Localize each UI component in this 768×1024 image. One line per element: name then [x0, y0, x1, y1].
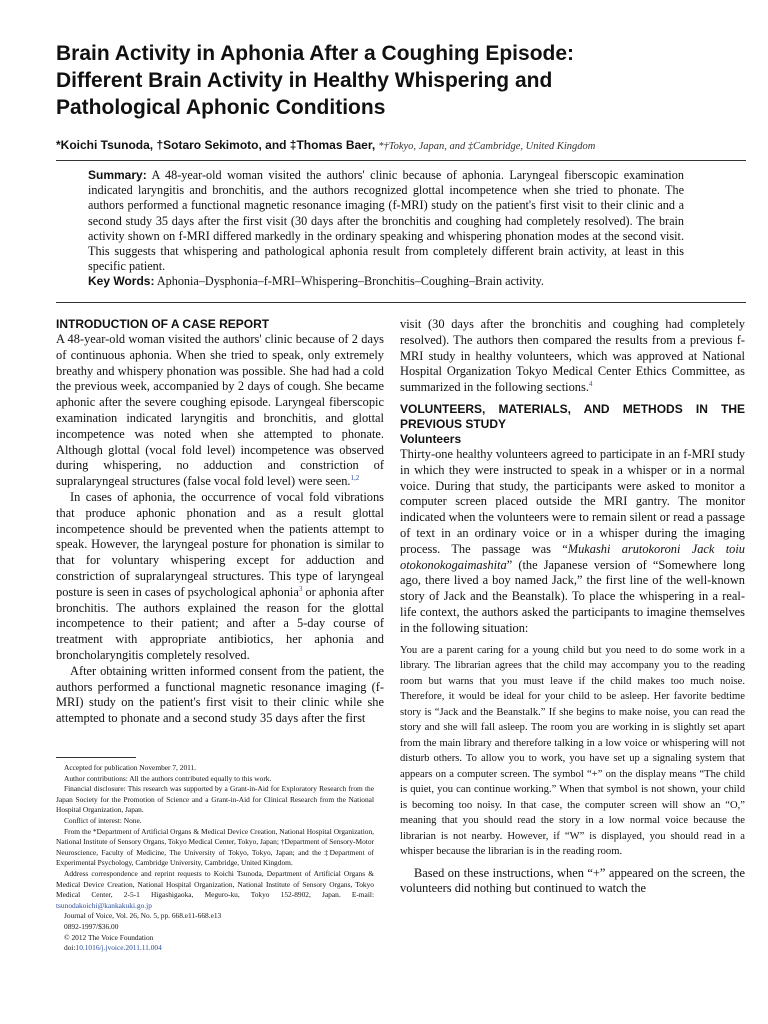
citation-4[interactable]: 4 [588, 380, 593, 389]
footnote-rule [56, 757, 136, 758]
intro-paragraph-2 [56, 490, 384, 664]
footnote-correspondence-text: Address correspondence and reprint requests to Koichi Tsunoda, Department of Artificial Organs & Medical Device Creation, National Hospital Organization, National Institute of Sensory Organs, Tokyo Medical Center, 2-5-1 Higashigaoka, Meguro-ku, Tokyo 152-8902, Japan. E-mail: [56, 868, 374, 900]
footnote-journal: Journal of Voice, Vol. 26, No. 5, pp. 668.e11-668.e13 [64, 911, 222, 921]
author-line [56, 137, 746, 155]
volunteers-paragraph [400, 447, 745, 637]
intro-paragraph-1 [56, 332, 384, 490]
right-column [400, 317, 745, 897]
left-column [56, 317, 384, 727]
footnote-copyright: © 2012 The Voice Foundation [64, 932, 154, 942]
intro-paragraph-3: After obtaining written informed consent from the patient, the authors performed a functional magnetic resonance imaging (f-MRI) study on the patient's first visit to their clinic while she attempted to phonate and a second study 35 days after the first [56, 663, 384, 726]
citation-1-2[interactable]: 1,2 [350, 474, 360, 483]
author-names: *Koichi Tsunoda, †Sotaro Sekimoto, and ‡Thomas Baer, [56, 138, 376, 152]
doi-link[interactable]: 10.1016/j.jvoice.2011.11.004 [75, 943, 162, 953]
abstract-bottom-rule [56, 302, 746, 303]
keywords-label: Key Words: [88, 274, 155, 289]
summary-paragraph [88, 168, 684, 274]
summary-label: Summary: [88, 168, 147, 182]
after-quote-paragraph: Based on these instructions, when “+” appeared on the screen, the volunteers did nothing but continued to watch the [400, 865, 745, 896]
footnotes-block [56, 763, 374, 954]
footnote-conflict: Conflict of interest: None. [64, 815, 142, 825]
author-affiliation: *†Tokyo, Japan, and ‡Cambridge, United Kingdom [378, 141, 596, 152]
title-line-2: Different Brain Activity in Healthy Whispering and [56, 69, 553, 92]
keywords-paragraph [88, 274, 684, 289]
section-heading-methods: VOLUNTEERS, MATERIALS, AND METHODS IN THE PREVIOUS STUDY [400, 401, 745, 431]
footnote-affiliations: From the *Department of Artificial Organs & Medical Device Creation, National Hospital Organization, National Institute of Sensory Organs, Tokyo Medical Center, Tokyo, Japan; †Department of Sensory-Motor Neuroscience, Faculty of Medicine, The University of Tokyo, Tokyo, Japan; and the ‡Department of Experimental Psychology, Cambridge University, Cambridge, United Kingdom. [56, 826, 374, 868]
intro-paragraph-1-text: A 48-year-old woman visited the authors' clinic because of 2 days of continuous aphonia. When she tried to speak, only extremely breathy and whispery phonation was possible. She had had a cold the previous week, accompanied by 2 days of cough. She became aphonic after the severe coughing episode. Laryngeal fiberscopic examination indicated laryngitis and bronchitis, and glottal incompetence was noted when she attempted to phonate. Although glottal (vocal fold level) incompetence was observed during whispering, no adduction and constriction of supralaryngeal structures (false vocal fold level) were seen. [56, 332, 384, 489]
section-heading-introduction: INTRODUCTION OF A CASE REPORT [56, 317, 270, 331]
summary-text: A 48-year-old woman visited the authors' clinic because of aphonia. Laryngeal fiberscopic examination indicated laryngitis and bronchitis, and the authors recognized glottal incompetence when she tried to phonate. The authors performed a functional magnetic resonance imaging (f-MRI) study on the patient's first visit to their clinic and a second study 35 days after the first visit (30 days after the bronchitis and coughing had completely resolved). The brain activity shown on f-MRI differed markedly in the ordinary speaking and whispering phonation modes at the second visit. This suggests that whispering and pathological aphonia result from completely different brain activity, at least in this specific patient. [88, 168, 684, 274]
footnote-issn: 0892-1997/$36.00 [64, 921, 119, 931]
footnote-contributions: Author contributions: All the authors contributed equally to this work. [64, 773, 272, 783]
continued-paragraph [400, 317, 745, 396]
volunteers-text-a: Thirty-one healthy volunteers agreed to participate in an f-MRI study in which they were instructed to speak in a whisper or in a normal voice. During that study, the participants were asked to monitor a computer screen placed outside the MRI gantry. The monitor indicated when the volunteers were to remain silent or read a passage of text in an ordinary voice or in a whisper during the imaging process. The passage was “ [400, 446, 745, 556]
keywords-text: Aphonia–Dysphonia–f-MRI–Whispering–Bronchitis–Coughing–Brain activity. [156, 274, 544, 289]
subsection-heading-volunteers: Volunteers [400, 431, 462, 446]
footnote-accepted: Accepted for publication November 7, 2011. [64, 763, 197, 772]
intro-paragraph-2-text-a: In cases of aphonia, the occurrence of vocal fold vibrations that produce aphonic phonation and as a result glottal incompetence should be prevented when the patients attempt to speak. However, the laryngeal posture for phonation is similar to that for voluntary whispering except for adduction and constriction of supralaryngeal structures. This type of laryngeal posture is seen in cases of psychological aphonia [56, 489, 384, 599]
footnote-doi [56, 943, 374, 954]
volunteers-text-b: ” (the Japanese version of “Somewhere long ago, there lived a boy named Jack,” the first line of the well-known story of Jack and the Beanstalk). To place the whispering in a real-life context, the authors asked the participants to imagine themselves in the following situation: [400, 557, 745, 635]
footnote-correspondence [56, 869, 374, 911]
footnote-disclosure: Financial disclosure: This research was supported by a Grant-in-Aid for Exploratory Research from the Japan Society for the Promotion of Science and a Grant-in-Aid for Clinical Research from the National Hospital Organization, Japan. [56, 784, 374, 815]
japanese-passage: Mukashi arutokoroni Jack toiu otokonokogaimashita [400, 541, 745, 572]
citation-3[interactable]: 3 [298, 584, 303, 593]
instruction-quote: You are a parent caring for a young child but you need to do some work in a library. The librarian agrees that the child may accompany you to the reading room but warns that you must leave if the child makes too much noise. Therefore, it would be ideal for your child to be asleep. Her favorite bedtime story is “Jack and the Beanstalk.” If she begins to make noise, you can read the story and she will fall asleep. The room you are working in is slightly set apart from the main library and therefore talking in a low voice or whispering will not disturb others. To allow you to work, you have set up a signaling system that appears on a computer screen. The symbol “+” on the display means “The child is quiet, you can continue working.” When that symbol is not shown, your child is becoming too noisy. In that case, the computer screen will show an “O,” meaning that you should read the story in a low normal voice because the librarian is not nearby. However, if “W” is displayed, you should read in a whisper because the librarian is in the reading room. [400, 644, 745, 858]
email-link[interactable]: tsunodakoichi@kankakuki.go.jp [56, 900, 152, 910]
doi-label: doi: [64, 943, 76, 953]
continued-paragraph-text: visit (30 days after the bronchitis and coughing had completely resolved). The authors then compared the results from a previous f-MRI study in healthy volunteers, which was approved at National Hospital Organization Tokyo Medical Center Ethics Committee, as summarized in the following sections. [400, 317, 745, 395]
abstract-top-rule [56, 160, 746, 161]
intro-paragraph-2-text-b: or aphonia after bronchitis. The authors explained the reason for the glottal incompetence to their patient; and after a 5-day course of treatment with appropriate antibiotics, her aphonia and broncholaryngitis completely resolved. [56, 584, 384, 662]
title-line-3: Pathological Aphonic Conditions [56, 96, 386, 119]
abstract-block [88, 168, 684, 290]
article-title [56, 40, 736, 121]
title-line-1: Brain Activity in Aphonia After a Coughing Episode: [56, 42, 575, 65]
